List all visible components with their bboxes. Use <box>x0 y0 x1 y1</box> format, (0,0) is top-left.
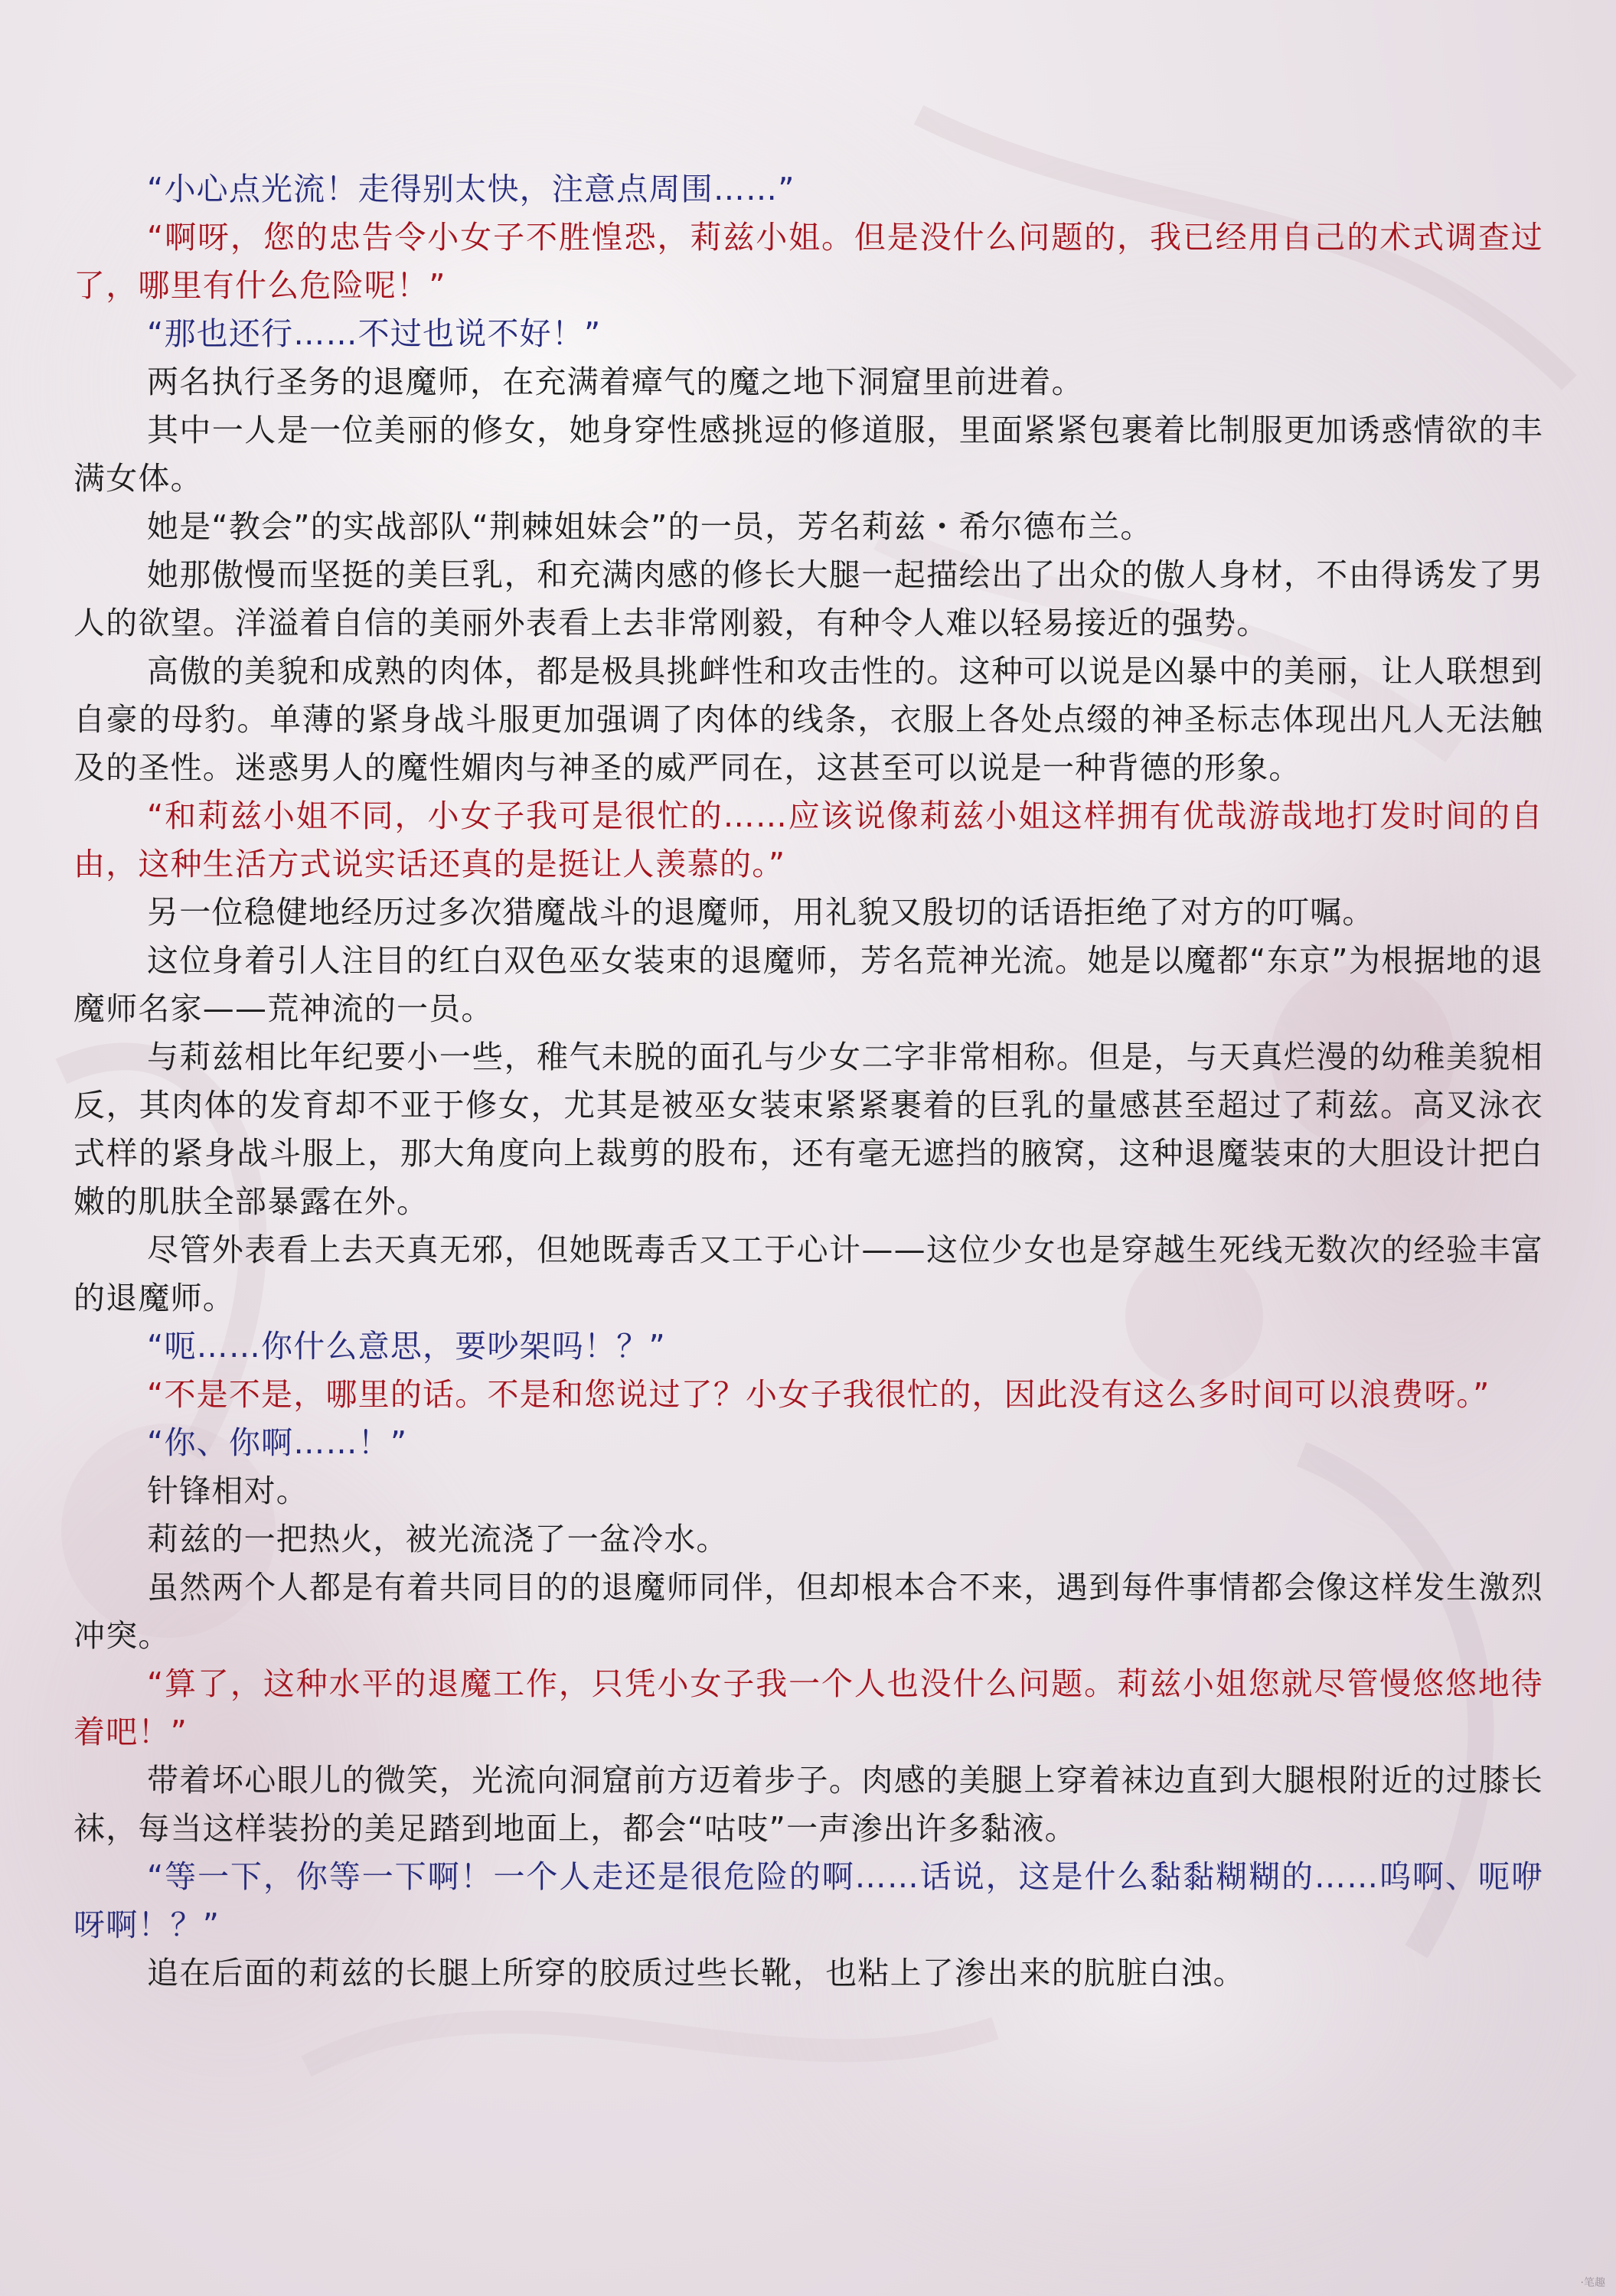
narration: 两名执行圣务的退魔师，在充满着瘴气的魔之地下洞窟里前进着。 <box>147 364 1084 400</box>
dialogue-liz: “呃……你什么意思，要吵架吗！？” <box>147 1328 666 1365</box>
narration: 虽然两个人都是有着共同目的的退魔师同伴，但却根本合不来，遇到每件事情都会像这样发生激烈冲突。 <box>73 1569 1543 1654</box>
dialogue-hikaru: “算了，这种水平的退魔工作，只凭小女子我一个人也没什么问题。莉兹小姐您就尽管慢悠悠地待着吧！” <box>73 1665 1543 1750</box>
watermark: ·笔趣 <box>1580 2277 1605 2289</box>
story-text <box>73 165 1543 1998</box>
narration: 追在后面的莉兹的长腿上所穿的胶质过些长靴，也粘上了渗出来的肮脏白浊。 <box>147 1955 1245 1991</box>
narration: 这位身着引人注目的红白双色巫女装束的退魔师，芳名荒神光流。她是以魔都“东京”为根据地的退魔师名家——荒神流的一员。 <box>73 942 1543 1027</box>
narration: 与莉兹相比年纪要小一些，稚气未脱的面孔与少女二字非常相称。但是，与天真烂漫的幼稚美貌相反，其肉体的发育却不亚于修女，尤其是被巫女装束紧紧裹着的巨乳的量感甚至超过了莉兹。高叉泳衣式样的紧身战斗服上，那大角度向上裁剪的股布，还有毫无遮挡的腋窝，这种退魔装束的大胆设计把白嫩的肌肤全部暴露在外。 <box>73 1039 1543 1220</box>
narration: 其中一人是一位美丽的修女，她身穿性感挑逗的修道服，里面紧紧包裹着比制服更加诱惑情欲的丰满女体。 <box>73 412 1543 497</box>
narration: 尽管外表看上去天真无邪，但她既毒舌又工于心计——这位少女也是穿越生死线无数次的经验丰富的退魔师。 <box>73 1231 1543 1316</box>
dialogue-liz: “等一下，你等一下啊！一个人走还是很危险的啊……话说，这是什么黏黏糊糊的……呜啊、呃咿呀啊！？” <box>73 1858 1543 1943</box>
dialogue-liz: “你、你啊……！” <box>147 1424 408 1461</box>
narration: 她是“教会”的实战部队“荆棘姐妹会”的一员，芳名莉兹・希尔德布兰。 <box>147 508 1153 545</box>
narration: 另一位稳健地经历过多次猎魔战斗的退魔师，用礼貌又殷切的话语拒绝了对方的叮嘱。 <box>147 894 1375 931</box>
narration: 针锋相对。 <box>147 1473 309 1509</box>
narration: 莉兹的一把热火，被光流浇了一盆冷水。 <box>147 1521 729 1557</box>
dialogue-liz: “那也还行……不过也说不好！” <box>147 315 602 352</box>
dialogue-liz: “小心点光流！走得别太快，注意点周围……” <box>147 171 795 207</box>
dialogue-hikaru: “啊呀，您的忠告令小女子不胜惶恐，莉兹小姐。但是没什么问题的，我已经用自己的术式调查过了，哪里有什么危险呢！” <box>73 219 1543 304</box>
dialogue-hikaru: “不是不是，哪里的话。不是和您说过了？小女子我很忙的，因此没有这么多时间可以浪费呀。” <box>147 1376 1490 1413</box>
narration: 高傲的美貌和成熟的肉体，都是极具挑衅性和攻击性的。这种可以说是凶暴中的美丽，让人联想到自豪的母豹。单薄的紧身战斗服更加强调了肉体的线条，衣服上各处点缀的神圣标志体现出凡人无法触及的圣性。迷惑男人的魔性媚肉与神圣的威严同在，这甚至可以说是一种背德的形象。 <box>73 653 1543 786</box>
narration: 带着坏心眼儿的微笑，光流向洞窟前方迈着步子。肉感的美腿上穿着袜边直到大腿根附近的过膝长袜，每当这样装扮的美足踏到地面上，都会“咕吱”一声渗出许多黏液。 <box>73 1762 1543 1847</box>
dialogue-hikaru: “和莉兹小姐不同，小女子我可是很忙的……应该说像莉兹小姐这样拥有优哉游哉地打发时间的自由，这种生活方式说实话还真的是挺让人羡慕的。” <box>73 797 1543 882</box>
narration: 她那傲慢而坚挺的美巨乳，和充满肉感的修长大腿一起描绘出了出众的傲人身材，不由得诱发了男人的欲望。洋溢着自信的美丽外表看上去非常刚毅，有种令人难以轻易接近的强势。 <box>73 556 1543 641</box>
